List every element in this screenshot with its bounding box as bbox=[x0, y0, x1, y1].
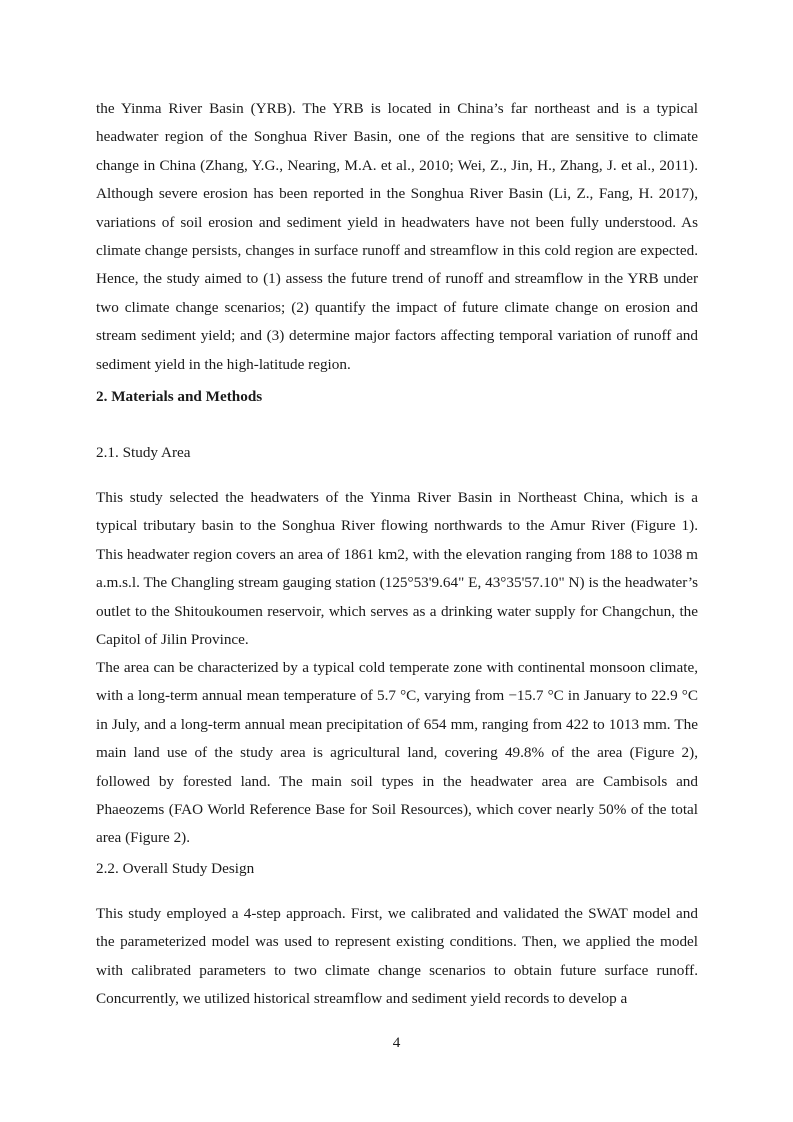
intro-continuation-paragraph: the Yinma River Basin (YRB). The YRB is located in China’s far northeast and is a typical headwater region of the Songhua River Basin, one of the regions that are sensitive to climate change in China (Zhang, Y.G., Nearing, M.A. et al., 2010; Wei, Z., Jin, H., Zhang, J. et al., 2011). Although severe erosion has been reported in the Songhua River Basin (Li, Z., Fang, H. 2017), variations of soil erosion and sediment yield in headwaters have not been fully understood. As climate change persists, changes in surface runoff and streamflow in this cold region are expected. Hence, the study aimed to (1) assess the future trend of runoff and streamflow in the YRB under two climate change scenarios; (2) quantify the impact of future climate change on erosion and stream sediment yield; and (3) determine major factors affecting temporal variation of runoff and sediment yield in the high-latitude region. bbox=[96, 100, 698, 373]
study-design-paragraph: This study employed a 4-step approach. First, we calibrated and validated the SWAT model and the parameterized model was used to represent existing conditions. Then, we applied the model with calibrated parameters to two climate change scenarios to obtain future surface runoff. Concurrently, we utilized historical streamflow and sediment yield records to develop a bbox=[96, 905, 698, 1008]
section-heading-materials-methods: 2. Materials and Methods bbox=[96, 388, 263, 405]
subsection-heading-overall-study-design: 2.2. Overall Study Design bbox=[96, 860, 255, 877]
study-area-paragraph-1: This study selected the headwaters of the Yinma River Basin in Northeast China, which is a typical tributary basin to the Songhua River flowing northwards to the Amur River (Figure 1). This headwater region covers an area of 1861 km2, with the elevation ranging from 188 to 1038 m a.m.s.l. The Changling stream gauging station (125°53'9.64" E, 43°35'57.10" N) is the headwater’s outlet to the Shitoukoumen reservoir, which serves as a drinking water supply for Changchun, the Capitol of Jilin Province. bbox=[96, 489, 698, 649]
study-area-paragraph-2: The area can be characterized by a typical cold temperate zone with continental monsoon climate, with a long-term annual mean temperature of 5.7 °C, varying from −15.7 °C in January to 22.9 °C in July, and a long-term annual mean precipitation of 654 mm, ranging from 422 to 1013 mm. The main land use of the study area is agricultural land, covering 49.8% of the area (Figure 2), followed by forested land. The main soil types in the headwater area are Cambisols and Phaeozems (FAO World Reference Base for Soil Resources), which cover nearly 50% of the total area (Figure 2). bbox=[96, 659, 698, 847]
subsection-heading-study-area: 2.1. Study Area bbox=[96, 444, 191, 461]
page-number: 4 bbox=[392, 1034, 401, 1051]
